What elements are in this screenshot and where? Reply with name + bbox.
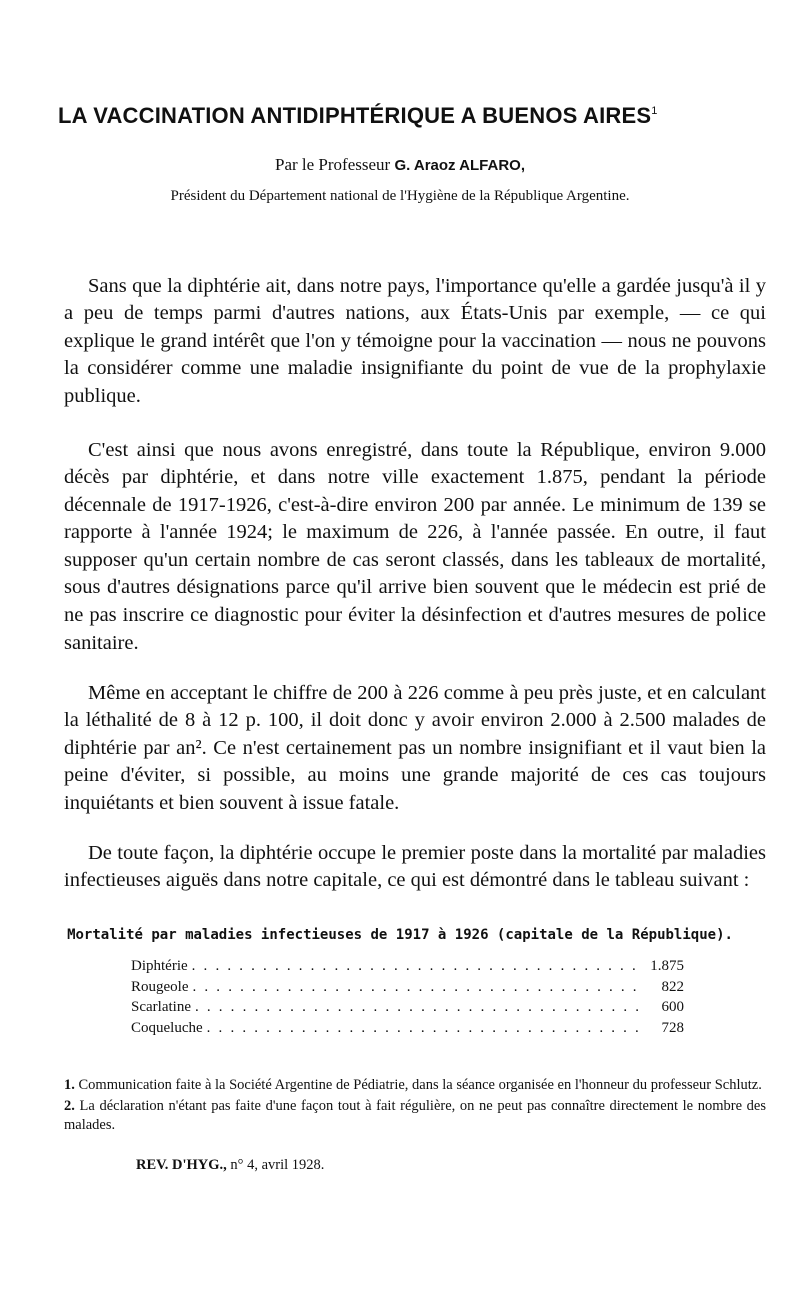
byline — [0, 155, 800, 175]
row-cause: Diphtérie — [131, 958, 188, 974]
body-paragraph-1: Sans que la diphtérie ait, dans notre pays, l'importance qu'elle a gardée jusqu'à il y a peu de temps parmi d'autres nations, aux États-Unis par exemple, — ce qui explique le grand intérêt que l'on y témoigne pour la vaccination — nous ne pouvons la considérer comme une maladie insignifiante du point de vue de la prophylaxie publique. — [64, 274, 766, 407]
leader-dots — [207, 1020, 640, 1037]
byline-prefix: Par le Professeur — [274, 155, 391, 174]
leader-dots — [193, 979, 641, 996]
table-row — [131, 999, 684, 1020]
row-cause: Coqueluche — [131, 1019, 203, 1036]
footnote-text: La déclaration n'étant pas faite d'une façon tout à fait régulière, on ne peut pas connaître directement le nombre des malades. — [64, 1098, 767, 1133]
mortality-table — [131, 958, 684, 1040]
row-deaths: 728 — [661, 1019, 684, 1036]
article-title-block — [58, 103, 778, 129]
table-row — [131, 1020, 684, 1041]
leader-dots — [195, 999, 640, 1016]
journal-name: REV. D'HYG., — [136, 1157, 227, 1173]
leader-dots — [192, 958, 640, 975]
footnote-number: 1. — [64, 1077, 75, 1093]
footnote-2 — [64, 1097, 766, 1135]
row-deaths: 822 — [661, 978, 684, 995]
footnote-text: Communication faite à la Société Argentine de Pédiatrie, dans la séance organisée en l'honneur du professeur Schlutz. — [78, 1077, 762, 1093]
journal-issue: n° 4, avril 1928. — [230, 1157, 325, 1173]
row-deaths: 1.875 — [650, 958, 684, 974]
body-paragraph-2: C'est ainsi que nous avons enregistré, dans toute la République, environ 9.000 décès par diphtérie, et dans notre ville exactement 1.875, pendant la période décennale de 1917-1926, c'est-à-dire environ 200 par année. Le minimum de 139 se rapporte à l'année 1924; le maximum de 226, à l'année passée. En outre, il faut supposer qu'un certain nombre de cas seront classés, dans les tableaux de mortalité, sous d'autres désignations parce qu'il arrive bien souvent que le médecin est prié de ne pas inscrire ce diagnostic pour éviter la désinfection et d'autres mesures de police sanitaire. — [64, 438, 766, 654]
footnotes — [64, 1076, 766, 1137]
author-name: G. Araoz ALFARO, — [394, 157, 525, 174]
body-paragraph-4: De toute façon, la diphtérie occupe le premier poste dans la mortalité par maladies infectieuses aiguës dans notre capitale, ce qui est démontré dans le tableau suivant : — [64, 841, 766, 892]
title-footnote-marker: 1 — [651, 105, 658, 117]
row-deaths: 600 — [661, 999, 684, 1015]
table-row — [131, 958, 684, 979]
author-affiliation: Président du Département national de l'Hygiène de la République Argentine. — [170, 188, 630, 204]
body-paragraph-3: Même en acceptant le chiffre de 200 à 226 comme à peu près juste, et en calculant la léthalité de 8 à 12 p. 100, il doit donc y avoir environ 2.000 à 2.500 malades de diphtérie par an². Ce n'est certainement pas un nombre insignifiant et il vaut bien la peine d'éviter, si possible, au moins une grande majorité de ces cas toujours inquiétants et bien souvent à issue fatale. — [64, 681, 766, 814]
row-cause: Scarlatine — [131, 999, 191, 1015]
journal-citation — [136, 1157, 324, 1174]
footnote-1 — [64, 1076, 766, 1095]
footnote-number: 2. — [64, 1098, 75, 1114]
table-row — [131, 979, 684, 1000]
row-cause: Rougeole — [131, 978, 189, 995]
article-title: LA VACCINATION ANTIDIPHTÉRIQUE A BUENOS AIRES — [58, 103, 652, 128]
mortality-table-title: Mortalité par maladies infectieuses de 1917 à 1926 (capitale de la République). — [67, 927, 733, 943]
